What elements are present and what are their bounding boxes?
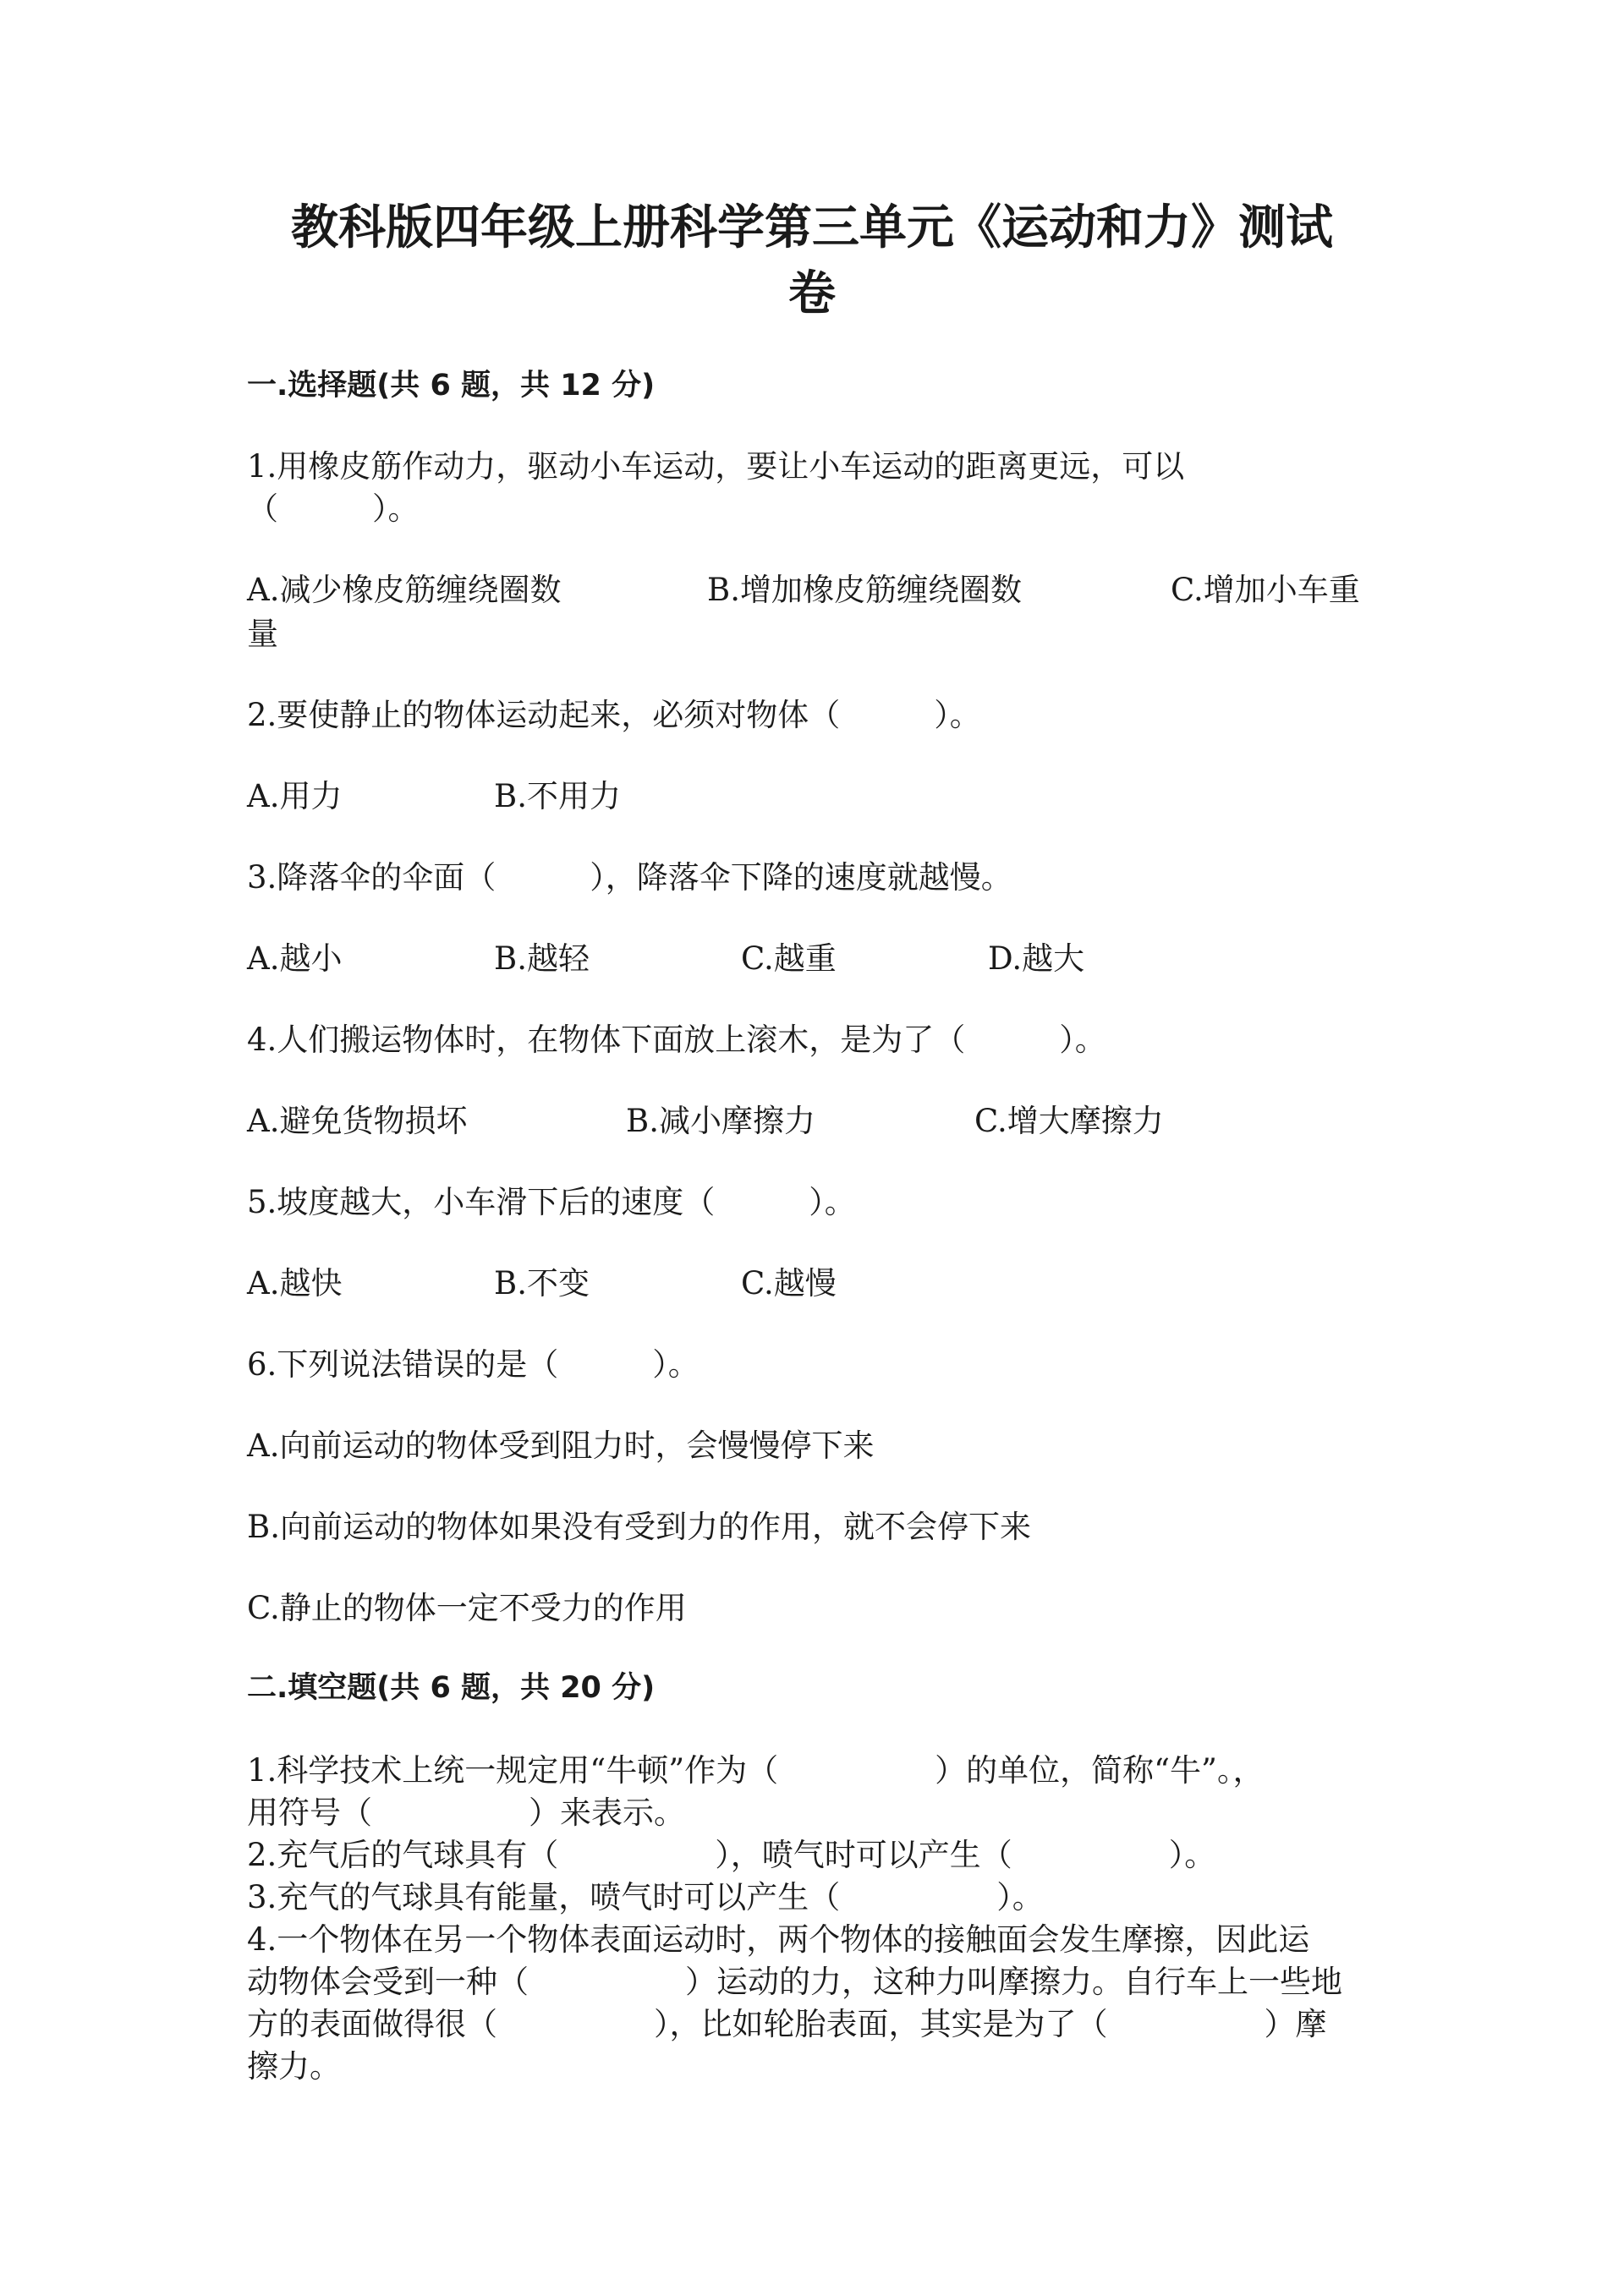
question-5-option-c: C.越慢 (741, 1265, 837, 1301)
question-5-stem: 5.坡度越大，小车滑下后的速度（ ）。 (247, 1184, 856, 1220)
question-3-option-c: C.越重 (741, 940, 837, 977)
fill-question-3: 3.充气的气球具有能量，喷气时可以产生（ ）。 (247, 1879, 1044, 1915)
question-5-option-a: A.越快 (247, 1265, 343, 1301)
question-3-stem: 3.降落伞的伞面（ ），降落伞下降的速度就越慢。 (247, 859, 1012, 896)
question-4-option-a: A.避免货物损坏 (247, 1103, 468, 1139)
question-6-option-c: C.静止的物体一定不受力的作用 (247, 1590, 687, 1626)
fill-question-1: 1.科学技术上统一规定用“牛顿”作为（ ）的单位，简称“牛”。， (247, 1752, 1265, 1789)
fill-question-4: 4.一个物体在另一个物体表面运动时，两个物体的接触面会发生摩擦，因此运 (247, 1921, 1310, 1958)
question-1-option-c-wrap: 量 (247, 616, 278, 652)
question-2-option-a: A.用力 (247, 778, 343, 814)
section-heading-fill-blank: 二.填空题(共 6 题，共 20 分) (247, 1671, 656, 1705)
question-1-stem-cont: （ ）。 (247, 490, 420, 527)
question-3-option-d: D.越大 (988, 940, 1085, 977)
question-1-stem: 1.用橡皮筋作动力，驱动小车运动，要让小车运动的距离更远，可以 (247, 448, 1185, 485)
question-1-option-b: B.增加橡皮筋缠绕圈数 (707, 572, 1022, 608)
fill-question-1-cont: 用符号（ ）来表示。 (247, 1795, 685, 1831)
fill-question-2: 2.充气后的气球具有（ ），喷气时可以产生（ ）。 (247, 1837, 1216, 1873)
question-3-option-a: A.越小 (247, 940, 343, 977)
fill-question-4-cont-3: 擦力。 (247, 2048, 341, 2085)
question-1-option-c: C.增加小车重 (1171, 572, 1360, 608)
question-2-option-b: B.不用力 (494, 778, 621, 814)
question-4-option-b: B.减小摩擦力 (626, 1103, 815, 1139)
question-3-option-b: B.越轻 (494, 940, 590, 977)
fill-question-4-cont-1: 动物体会受到一种（ ）运动的力，这种力叫摩擦力。自行车上一些地 (247, 1964, 1342, 2000)
question-2-stem: 2.要使静止的物体运动起来，必须对物体（ ）。 (247, 697, 981, 733)
question-5-option-b: B.不变 (494, 1265, 590, 1301)
question-6-option-b: B.向前运动的物体如果没有受到力的作用，就不会停下来 (247, 1509, 1031, 1545)
question-4-option-c: C.增大摩擦力 (974, 1103, 1164, 1139)
page-title-line-1: 教科版四年级上册科学第三单元《运动和力》测试 (291, 200, 1333, 255)
fill-question-4-cont-2: 方的表面做得很（ ），比如轮胎表面，其实是为了（ ）摩 (247, 2006, 1327, 2042)
question-1-option-a: A.减少橡皮筋缠绕圈数 (247, 572, 562, 608)
question-6-option-a: A.向前运动的物体受到阻力时，会慢慢停下来 (247, 1427, 875, 1464)
question-4-stem: 4.人们搬运物体时，在物体下面放上滚木，是为了（ ）。 (247, 1022, 1106, 1058)
page-title-line-2: 卷 (788, 266, 836, 321)
question-6-stem: 6.下列说法错误的是（ ）。 (247, 1346, 700, 1383)
section-heading-choice: 一.选择题(共 6 题，共 12 分) (247, 369, 656, 403)
